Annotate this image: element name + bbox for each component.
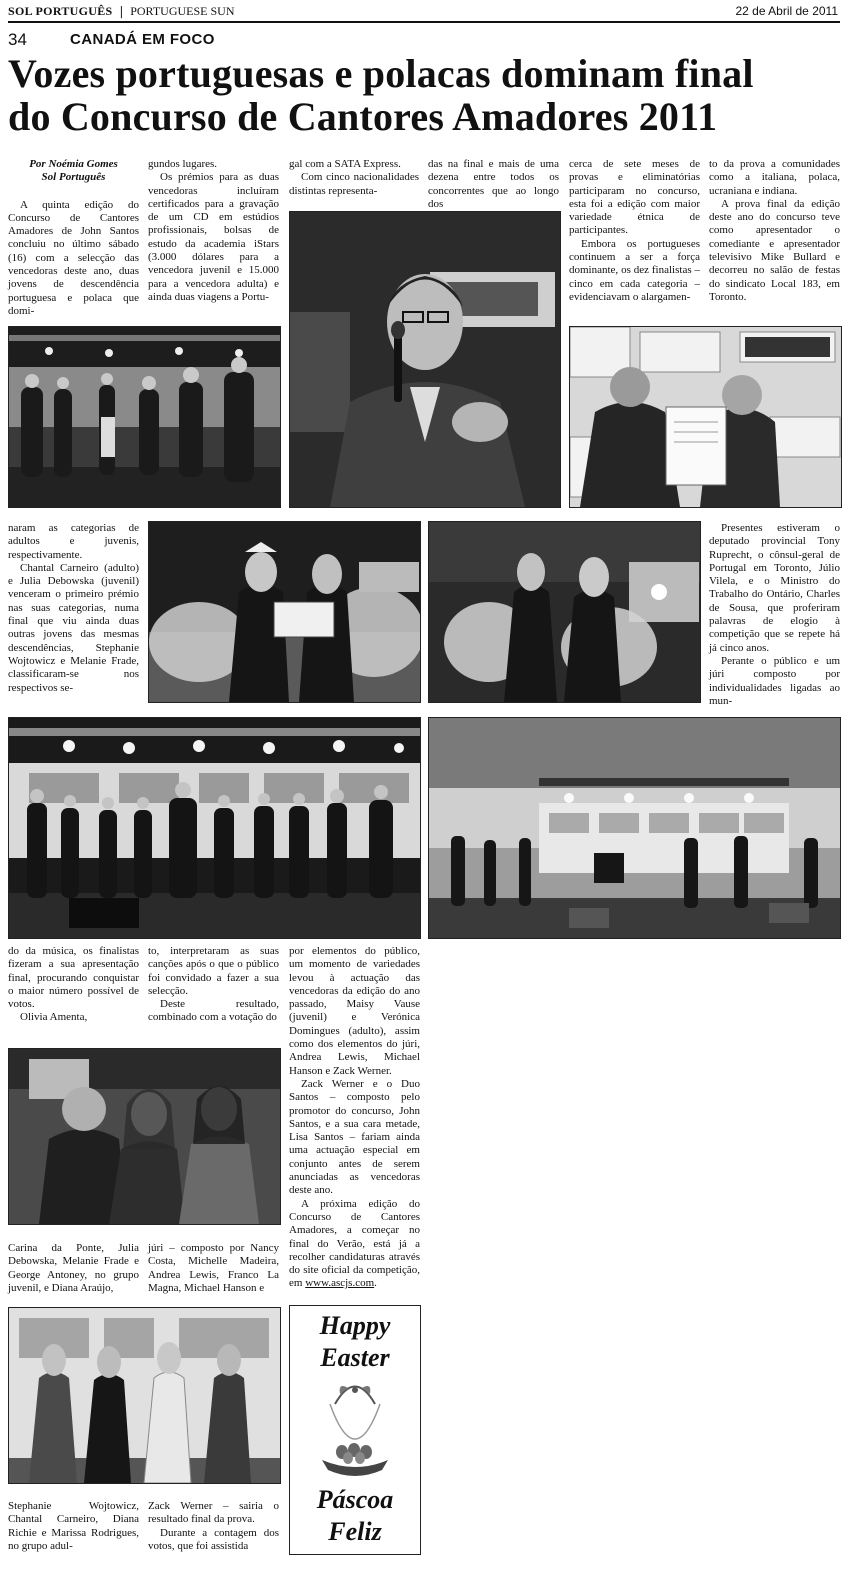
separator: | <box>119 4 124 18</box>
column-2-top <box>148 158 279 304</box>
photo-finalists-stage <box>8 326 281 508</box>
headline <box>8 52 848 138</box>
paragraph: A quinta edição do Concurso de Cantores Amadores de John Santos concluiu no último sábado (16) com a selecção das vencedoras deste ano, duas jovens de descendência portuguesa e polaca que domi- <box>8 198 139 317</box>
paragraph: to, interpretaram as suas canções após o que o público foi convidado a fazer a sua selecção. <box>148 945 279 997</box>
ad-feliz: Feliz <box>328 1517 382 1546</box>
column-6-middle <box>709 522 840 708</box>
paragraph: Os prémios para as duas vencedoras incluíram certificados para a gravação de um CD em estúdios profissionais, bolsas de estudo da academia iStars (3.000 dólares para a vencedora juvenil e 15.000 para a vencedora adulta) e ainda duas viagens a Portu- <box>148 171 279 303</box>
photo-winners-with-flowers <box>428 521 701 703</box>
paragraph: Zack Werner e o Duo Santos – composto pelo promotor do concurso, John Santos, e a sua cara metade, Lisa Santos – fariam ainda uma actuação especial em conjunto antes de serem anunciadas as vencedoras deste ano. <box>289 1077 420 1197</box>
paragraph: Durante a contagem dos votos, que foi assistida <box>148 1526 279 1552</box>
paragraph: Chantal Carneiro (adulto) e Julia Debowska (juvenil) venceram o primeiro prémio nas suas categorias, numa final que viu ainda duas outras jovens das mesmas descendências, Stephanie Wojtowicz e Melanie Frade, classificaram-se nos respectivos se- <box>8 561 139 694</box>
headline-line-1: Vozes portuguesas e polacas dominam final <box>8 51 754 96</box>
paragraph: A prova final da edição deste ano do concurso teve como apresentador o comediante e apresentador televisivo Mike Bullard e decorreu no salão de festas do sindicato Local 183, em Toronto. <box>709 197 840 303</box>
paragraph: Com cinco nacionalidades distintas representa- <box>289 171 419 197</box>
column-6-top <box>709 158 840 304</box>
paragraph: gundos lugares. <box>148 158 218 170</box>
column-3-lower <box>289 945 420 1291</box>
column-5-top <box>569 158 700 304</box>
paragraph: Olivia Amenta, <box>20 1011 88 1024</box>
paragraph: do da música, os finalistas fizeram a sua apresentação final, procurando conquistar o maior número possível de votos. <box>8 945 139 1011</box>
paragraph: por elementos do público, um momento de variedades levou à actuação das vencedoras da edição do ano passado, Maisy Vause (juvenil) e Verónica Domingues (adulto), assim como dos elementos do júri, Andrea Lewis, Michael Hanson e Zack Werner. <box>289 945 420 1077</box>
column-2-lower <box>148 945 279 1025</box>
paragraph: Zack Werner – sairia o resultado final da prova. <box>148 1500 279 1526</box>
paragraph: naram as categorias de adultos e juvenis, respectivamente. <box>8 522 139 561</box>
ad-easter: Easter <box>320 1343 390 1372</box>
column-1-middle <box>8 522 139 695</box>
paragraph: Embora os portugueses continuem a ser a força dominante, os dez finalistas – cinco em cada categoria – evidenciavam o alargamen- <box>569 237 700 303</box>
paragraph: Stephanie Wojtowicz, Chantal Carneiro, Diana Richie e Marissa Rodrigues, no grupo adul- <box>8 1500 139 1552</box>
section-title: CANADÁ EM FOCO <box>70 31 215 48</box>
paper-name-english: PORTUGUESE SUN <box>130 4 235 18</box>
column-2-bottom <box>148 1242 279 1295</box>
paragraph: das na final e mais de uma dezena entre todos os concorrentes que ao longo dos <box>428 158 559 210</box>
column-4-top <box>428 158 559 211</box>
photo-band-on-stage <box>428 717 841 939</box>
ad-pascoa: Páscoa <box>316 1485 394 1514</box>
paper-name: SOL PORTUGUÊS <box>8 4 113 18</box>
header-rule <box>8 21 840 23</box>
byline-paper: Sol Português <box>41 171 106 184</box>
paragraph: Perante o público e um júri composto por individualidades ligadas ao mun- <box>709 654 840 707</box>
easter-basket-icon <box>290 1374 420 1484</box>
ad-happy: Happy <box>319 1311 391 1340</box>
column-2-end <box>148 1500 279 1553</box>
paragraph: cerca de sete meses de provas e eliminatórias participaram no concurso, esta foi a edição com maior variedade étnica de participantes. <box>569 158 700 237</box>
paragraph <box>289 1198 420 1291</box>
paragraph: Presentes estiveram o deputado provincial Tony Ruprecht, o cônsul-geral de Portugal em Toronto, Júlio Vilela, e o Ministro do Trabalho do Ontário, Charles de Sousa, que proferiram palavras de elogio à competição que se repete há já cinco anos. <box>709 522 840 654</box>
photo-all-finalists <box>8 717 421 939</box>
easter-greeting-ad <box>289 1305 421 1555</box>
photo-certificate-presentation <box>569 326 842 508</box>
byline-author: Por Noémia Gomes <box>29 158 118 170</box>
paragraph: júri – composto por Nancy Costa, Michelle Madeira, Andrea Lewis, Franco La Magna, Michael Hanson e <box>148 1242 279 1294</box>
paragraph: to da prova a comunidades como a italiana, polaca, ucraniana e indiana. <box>709 158 840 197</box>
website-link[interactable]: www.ascjs.com <box>305 1277 375 1290</box>
column-3-top <box>289 158 419 198</box>
photo-winners-with-crown <box>148 521 421 703</box>
masthead <box>8 4 235 19</box>
headline-line-2: do Concurso de Cantores Amadores 2011 <box>8 94 718 139</box>
page-number: 34 <box>8 30 27 49</box>
column-1-top <box>8 158 139 318</box>
paragraph: gal com a SATA Express. <box>289 158 401 170</box>
issue-date: 22 de Abril de 2011 <box>735 4 838 18</box>
photo-jury-and-guests <box>8 1048 281 1225</box>
photo-adult-finalists <box>8 1307 281 1484</box>
column-1-bottom <box>8 1242 139 1295</box>
paragraph-text: A próxima edição do Concurso de Cantores Amadores, a começar no final do Verão, está já a recolher candidaturas através do site oficial da competição, em <box>289 1197 420 1290</box>
column-1-lower <box>8 945 139 1025</box>
paragraph: Deste resultado, combinado com a votação do <box>148 998 279 1024</box>
photo-speaker-microphone <box>289 211 561 508</box>
column-1-end <box>8 1500 139 1553</box>
paragraph: Carina da Ponte, Julia Debowska, Melanie Frade e George Antoney, no grupo juvenil, e Diana Araújo, <box>8 1242 139 1294</box>
link-period: . <box>374 1277 377 1290</box>
